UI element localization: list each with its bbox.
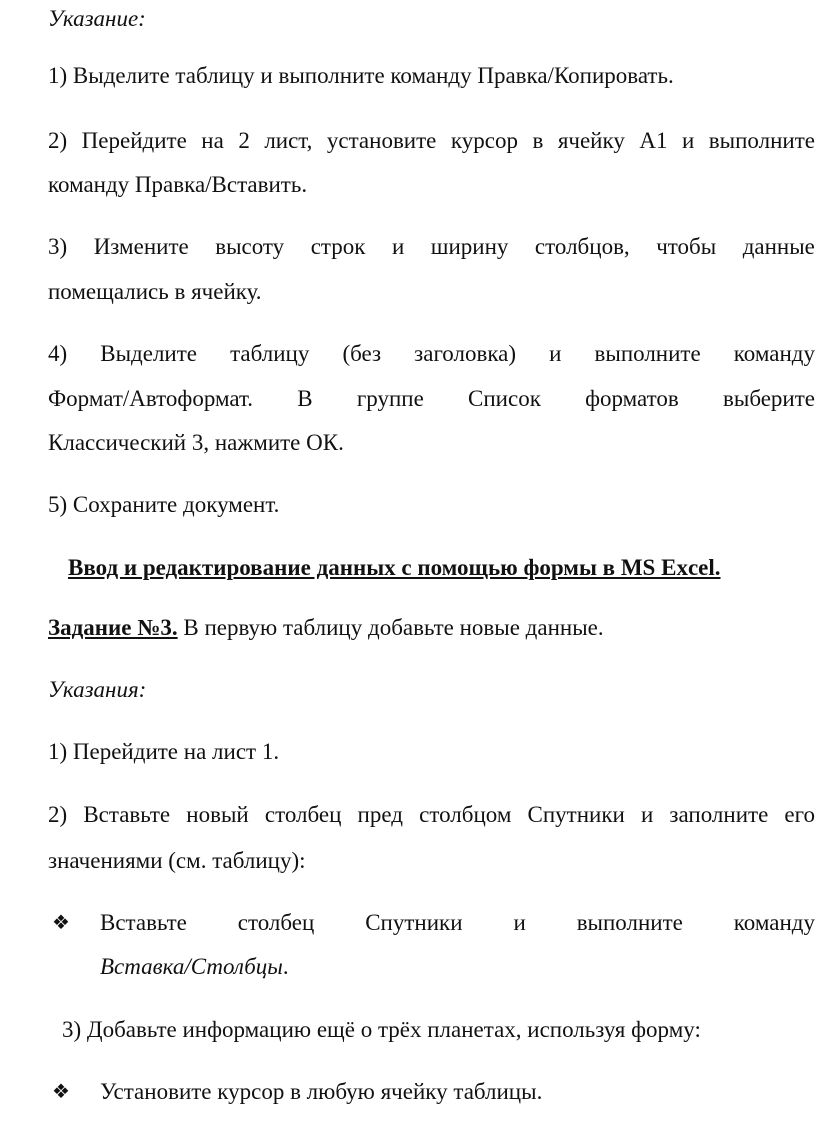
word: команду [733, 910, 815, 935]
word: выполните [708, 128, 815, 153]
word: курсор [450, 128, 518, 153]
word: и [640, 802, 654, 827]
word: выберите [723, 386, 815, 411]
task-3-text: В первую таблицу добавьте новые данные. [177, 615, 604, 640]
word: выполните [594, 341, 701, 366]
word: ячейку [557, 128, 625, 153]
word: пред [357, 802, 403, 827]
task-step-3: 3) Добавьте информацию ещё о трёх планетах, используя форму: [62, 1017, 701, 1042]
bullet-1-tail: . [282, 954, 289, 979]
word: на [201, 128, 224, 153]
word: заполните [669, 802, 769, 827]
word: и [681, 128, 695, 153]
word: команду [733, 341, 815, 366]
section-heading: Ввод и редактирование данных с помощью формы в MS Excel. [68, 555, 721, 580]
step-4-line-1 [48, 339, 815, 369]
word: столбец [264, 802, 342, 827]
step-5: 5) Сохраните документ. [48, 492, 280, 517]
bullet-1-line-1 [100, 908, 815, 938]
word: 4) [48, 341, 68, 366]
bullet-1-line-2 [100, 952, 289, 982]
word: 2) [48, 802, 68, 827]
word: ширину [430, 234, 509, 259]
word: строк [310, 234, 366, 259]
word: Формат/Автоформат. [48, 386, 254, 411]
word: группе [356, 386, 424, 411]
step-4-line-2 [48, 384, 815, 414]
word: установите [326, 128, 437, 153]
step-3-line-2: помещались в ячейку. [48, 279, 262, 304]
bullet-1-command: Вставка/Столбцы [100, 954, 283, 979]
word: лист, [264, 128, 313, 153]
word: форматов [585, 386, 679, 411]
word: Спутники [527, 802, 625, 827]
task-step-2-line-2: значениями (см. таблицу): [48, 848, 306, 873]
word: В [297, 386, 313, 411]
task-3-label: Задание №3. [48, 615, 178, 640]
word: 3) [48, 234, 68, 259]
step-1: 1) Выделите таблицу и выполните команду Правка/Копировать. [48, 63, 674, 88]
task-3 [48, 613, 604, 643]
step-3-line-1 [48, 232, 815, 262]
word: в [532, 128, 544, 153]
step-2-line-1 [48, 126, 815, 156]
word: столбцом [419, 802, 512, 827]
word: таблицу [230, 341, 310, 366]
word: и [513, 910, 526, 935]
instructions-title: Указания: [48, 677, 147, 702]
word: Измените [93, 234, 189, 259]
step-2-line-2: команду Правка/Вставить. [48, 172, 308, 197]
bullet-2-text: Установите курсор в любую ячейку таблицы. [100, 1079, 543, 1104]
step-4-line-3: Классический 3, нажмите ОК. [48, 430, 344, 455]
word: столбец [237, 910, 315, 935]
word: высоту [215, 234, 285, 259]
task-step-2-line-1 [48, 800, 815, 830]
word: и [549, 341, 562, 366]
word: 2) [48, 128, 68, 153]
word: данные [742, 234, 815, 259]
word: Спутники [365, 910, 463, 935]
instruction-title: Указание: [48, 6, 146, 31]
word: Перейдите [81, 128, 187, 153]
word: его [784, 802, 815, 827]
task-step-1: 1) Перейдите на лист 1. [48, 739, 280, 764]
word: Вставьте [100, 910, 187, 935]
word: заголовка) [414, 341, 517, 366]
word: столбцов, [534, 234, 630, 259]
word: (без [342, 341, 382, 366]
word: чтобы [656, 234, 717, 259]
word: Список [468, 386, 541, 411]
word: новый [186, 802, 249, 827]
word: А1 [639, 128, 668, 153]
word: 2 [238, 128, 250, 153]
word: выполните [576, 910, 683, 935]
bullet-1-icon: ❖ [52, 912, 70, 934]
word: Выделите [100, 341, 198, 366]
bullet-2-icon: ❖ [52, 1081, 70, 1103]
word: Вставьте [83, 802, 171, 827]
word: и [391, 234, 405, 259]
